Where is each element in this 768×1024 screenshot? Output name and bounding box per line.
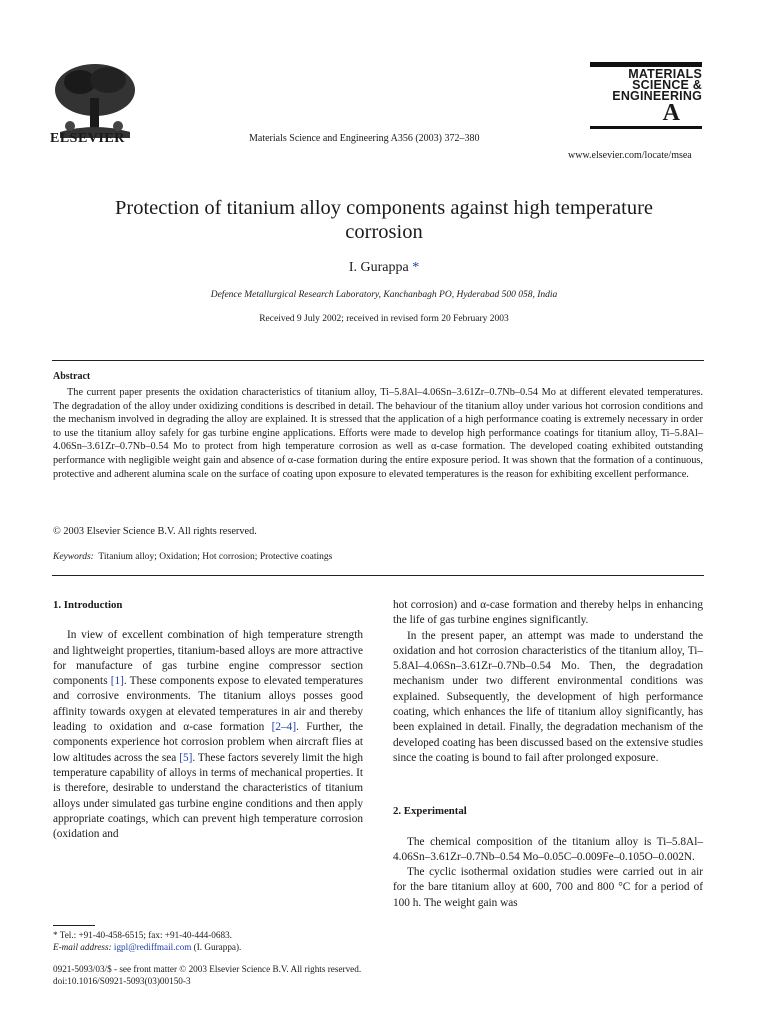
footer-issn-line: 0921-5093/03/$ - see front matter © 2003 Elsevier Science B.V. All rights reserved. xyxy=(53,964,362,974)
footnote-rule xyxy=(53,925,95,926)
left-column xyxy=(53,598,363,842)
abstract-copyright: © 2003 Elsevier Science B.V. All rights reserved. xyxy=(53,526,257,537)
author-name: I. Gurappa xyxy=(348,260,409,275)
journal-url[interactable]: www.elsevier.com/locate/msea xyxy=(568,150,692,161)
keywords-list: Titanium alloy; Oxidation; Hot corrosion; Protective coatings xyxy=(98,552,333,562)
journal-logo xyxy=(590,62,702,129)
citation-link[interactable]: [5] xyxy=(179,751,193,764)
abstract-text: The current paper presents the oxidation characteristics of titanium alloy, Ti–5.8Al–4.06Sn–3.61Zr–0.7Nb–0.54 Mo at different elevated temperatures. The degradation of the alloy under oxidizing conditions is described in detail. The behaviour of the titanium alloy under various hot corrosion conditions and the mechanism involved in degrading the alloy are explained. It is stressed that the application of a high performance coating is extremely necessary in order to use the titanium alloy safely for gas turbine engine applications. Efforts were made to develop high performance coatings for titanium alloy, Ti–5.8Al–4.06Sn–3.61Zr–0.7Nb–0.54 Mo to protect from high temperature corrosion as well as α-case formation. The developed coating exhibited outstanding performance with negligible weight gain and absence of α-case formation during the entire exposure period. It was shown that the formation of a continuous, protective and adherent alumina scale on the surface of coating upon exposure to elevated temperatures is the reason for exhibiting excellent performance. xyxy=(53,387,703,480)
email-label: E-mail address: xyxy=(53,942,112,952)
publisher-name: ELSEVIER xyxy=(50,131,125,146)
right-column xyxy=(393,598,703,911)
footnote-email-line: E-mail address: igpl@rediffmail.com (I. Gurappa). xyxy=(53,942,242,952)
citation-link[interactable]: [2–4] xyxy=(271,721,297,734)
footer-doi: doi:10.1016/S0921-5093(03)00150-3 xyxy=(53,976,191,986)
author-line xyxy=(0,260,768,276)
abstract-heading: Abstract xyxy=(53,371,91,382)
footnote-contact: * Tel.: +91-40-458-6515; fax: +91-40-444-0683. xyxy=(53,930,232,940)
abstract-body xyxy=(53,386,703,481)
author-footnote xyxy=(53,929,363,953)
journal-logo-letter: A xyxy=(662,100,680,126)
journal-logo-line-1: MATERIALS xyxy=(628,67,702,81)
experimental-paragraph-2: The cyclic isothermal oxidation studies were carried out in air for the bare titanium alloy at 600, 700 and 800 °C for a period of 100 h. The weight gain was xyxy=(393,866,703,909)
email-link[interactable]: igpl@rediffmail.com xyxy=(113,942,192,952)
section-heading-experimental: 2. Experimental xyxy=(393,805,467,818)
journal-logo-line-2: SCIENCE & xyxy=(632,78,702,92)
journal-citation: Materials Science and Engineering A356 (2003) 372–380 xyxy=(249,133,480,144)
title-line-2: corrosion xyxy=(345,221,423,243)
experimental-paragraph-1: The chemical composition of the titanium alloy is Ti–5.8Al–4.06Sn–3.61Zr–0.7Nb–0.54 Mo–0.05C–0.009Fe–0.105O–0.002N. xyxy=(393,835,703,863)
intro-paragraph-2: In the present paper, an attempt was made to understand the oxidation and hot corrosion characteristics of the titanium alloy, Ti–5.8Al–4.06Sn–3.61Zr–0.7Nb–0.54 Mo. Then, the degradation mechanism under two different environmental conditions was explained. Subsequently, the development of high performance coating, which enhances the life of titanium alloy significantly, has been explained in detail. Finally, the degradation mechanism of the developed coating has been discussed based on the extensive studies since the coating is bound to fail after prolonged exposure. xyxy=(393,629,703,764)
citation-link[interactable]: [1] xyxy=(110,675,124,688)
section-heading-introduction: 1. Introduction xyxy=(53,599,123,611)
keywords xyxy=(53,552,332,562)
author-affiliation: Defence Metallurgical Research Laboratory, Kanchanbagh PO, Hyderabad 500 058, India xyxy=(210,290,558,300)
title-line-1: Protection of titanium alloy components against high temperature xyxy=(115,197,653,219)
intro-paragraph-1-continued: hot corrosion) and α-case formation and thereby helps in enhancing the life of gas turbine engines significantly. xyxy=(393,599,703,627)
corresponding-author-mark[interactable]: * xyxy=(412,260,420,275)
article-title xyxy=(40,196,728,244)
divider-abstract xyxy=(52,575,704,576)
page-footer xyxy=(53,963,361,987)
journal-logo-line-3: ENGINEERING xyxy=(612,89,702,103)
keywords-label: Keywords: xyxy=(53,552,94,562)
received-dates: Received 9 July 2002; received in revised form 20 February 2003 xyxy=(259,314,509,324)
intro-paragraph-1: In view of excellent combination of high temperature strength and lightweight properties, titanium-based alloys are more attractive for manufacture of gas turbine engine compressor section components [1]. These components expose to elevated temperatures and corrosive environments. The titanium alloys posses good affinity towards oxygen at elevated temperatures in air and thereby leading to oxidation and α-case formation [2–4]. Further, the components experience hot corrosion problem when aircraft flies at low altitudes across the sea [5]. These factors severely limit the high temperature capability of alloys in terms of mechanical properties. It is therefore, desirable to understand the characteristics of titanium alloys under simulated gas turbine engine conditions and then apply appropriate coatings, which can prevent high temperature corrosion (oxidation and xyxy=(53,629,364,841)
divider-top xyxy=(52,360,704,361)
